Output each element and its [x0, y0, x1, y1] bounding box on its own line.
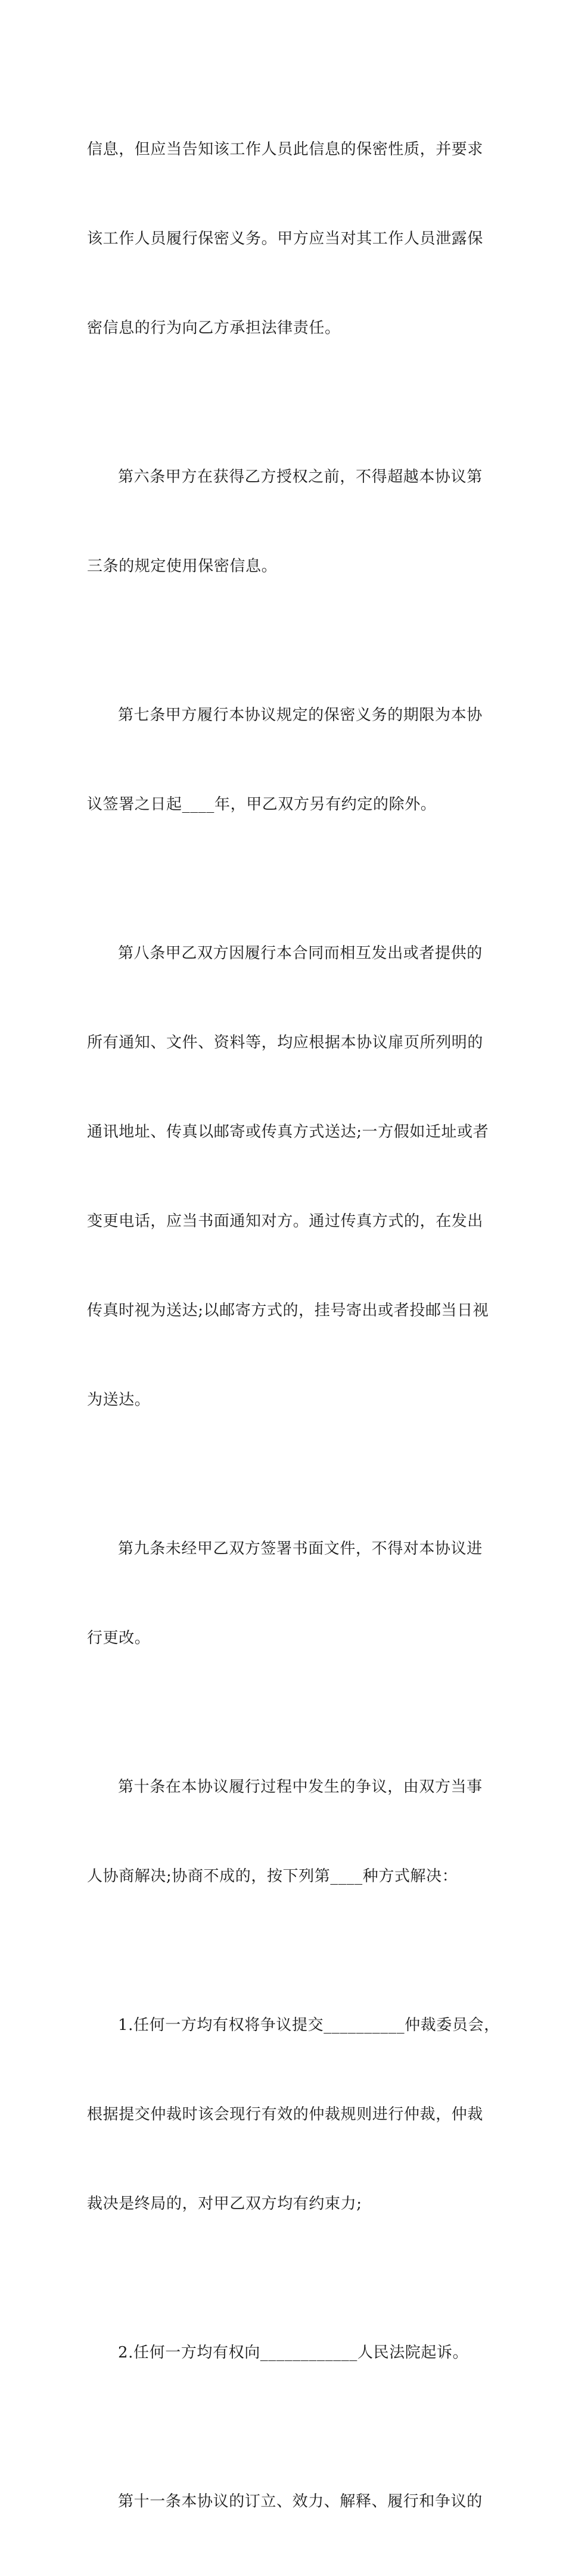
paragraph-article-10	[87, 1713, 490, 1951]
text-line: 所有通知、文件、资料等，均应根据本协议扉页所列明的	[87, 1034, 484, 1052]
text-line: 通讯地址、传真以邮寄或传真方式送达;一方假如迁址或者	[87, 1123, 489, 1141]
text-line: 裁决是终局的，对甲乙双方均有约束力;	[87, 2195, 362, 2213]
text-line: 信息，但应当告知该工作人员此信息的保密性质，并要求	[87, 141, 484, 158]
text-line: 2.任何一方均有权向____________人民法院起诉。	[118, 2344, 469, 2362]
paragraph-article-9	[87, 1474, 490, 1713]
text-line: 第十条在本协议履行过程中发生的争议，由双方当事	[118, 1778, 483, 1796]
paragraph-article-7	[87, 641, 490, 879]
text-line: 议签署之日起____年，甲乙双方另有约定的除外。	[87, 796, 437, 813]
text-line: 传真时视为送达;以邮寄方式的，挂号寄出或者投邮当日视	[87, 1302, 489, 1320]
text-line: 三条的规定使用保密信息。	[87, 557, 278, 575]
text-line: 1.任何一方均有权将争议提交__________仲裁委员会，	[118, 2016, 500, 2034]
text-line: 第十一条本协议的订立、效力、解释、履行和争议的	[118, 2493, 483, 2510]
text-line: 第九条未经甲乙双方签署书面文件，不得对本协议进	[118, 1540, 483, 1558]
text-line: 人协商解决;协商不成的，按下列第____种方式解决：	[87, 1867, 458, 1885]
text-line: 第八条甲乙双方因履行本合同而相互发出或者提供的	[118, 944, 483, 962]
paragraph-option-arbitration	[87, 1951, 500, 2278]
text-line: 根据提交仲裁时该会现行有效的仲裁规则进行仲裁，仲裁	[87, 2106, 484, 2123]
paragraph-article-6	[87, 403, 490, 641]
paragraph-confidential-staff	[87, 75, 490, 403]
text-line: 第七条甲方履行本协议规定的保密义务的期限为本协	[118, 706, 483, 724]
text-line: 密信息的行为向乙方承担法律责任。	[87, 319, 341, 337]
paragraph-article-11	[87, 2427, 490, 2576]
text-line: 变更电话，应当书面通知对方。通过传真方式的，在发出	[87, 1212, 484, 1230]
paragraph-article-8	[87, 879, 490, 1474]
text-line: 行更改。	[87, 1629, 151, 1647]
text-line: 该工作人员履行保密义务。甲方应当对其工作人员泄露保	[87, 230, 484, 248]
document-body	[87, 75, 500, 2576]
paragraph-option-court	[87, 2278, 490, 2427]
text-line: 第六条甲方在获得乙方授权之前，不得超越本协议第	[118, 468, 483, 486]
text-line: 为送达。	[87, 1391, 151, 1409]
